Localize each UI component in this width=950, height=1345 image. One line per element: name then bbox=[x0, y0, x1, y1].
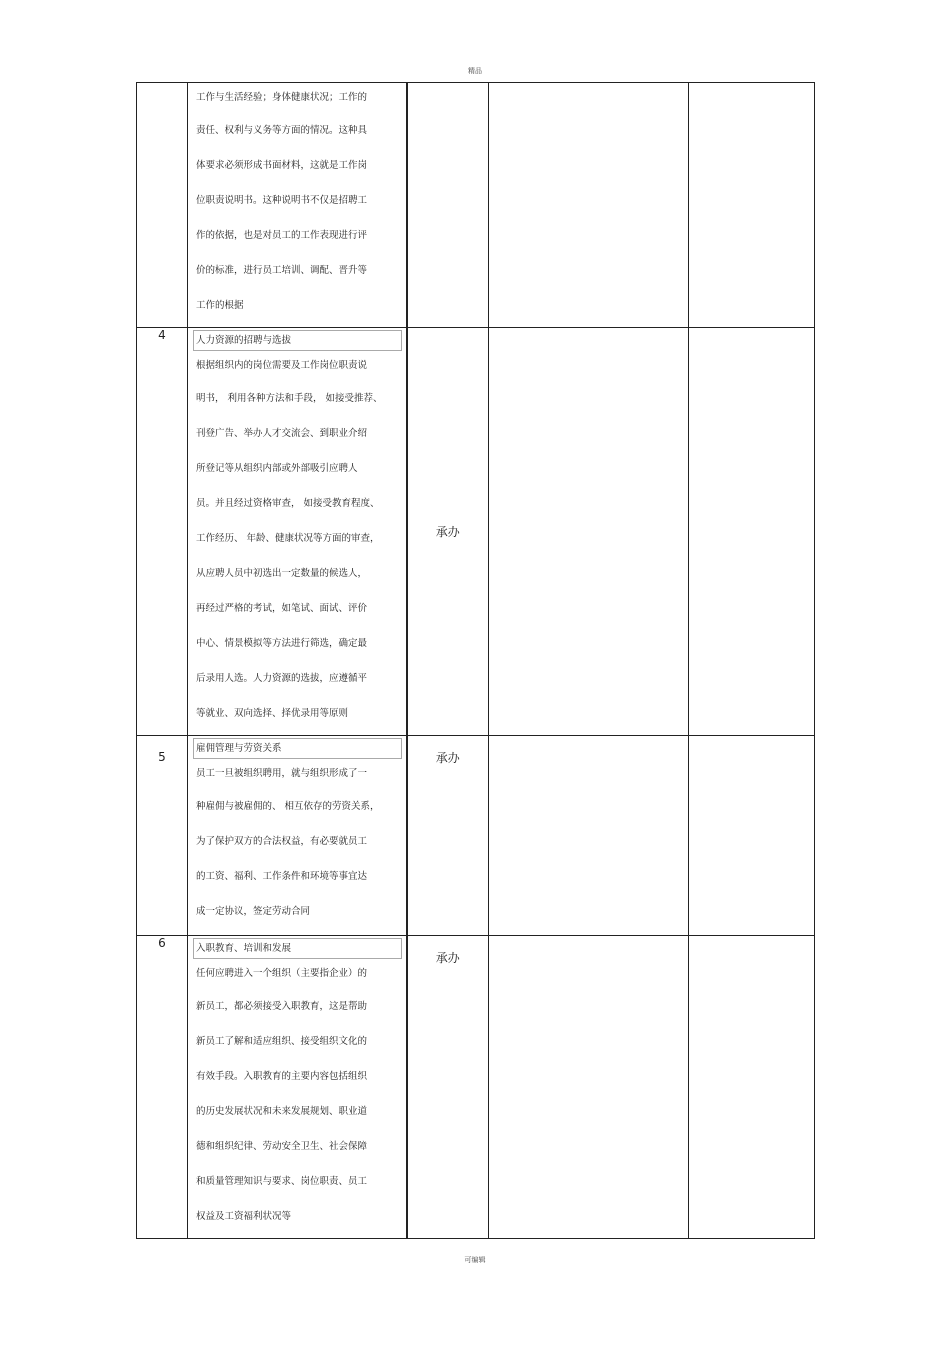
row-empty-cell bbox=[489, 936, 689, 1239]
row-number: 6 bbox=[137, 936, 188, 1239]
row-empty-cell bbox=[689, 328, 815, 736]
row-empty-cell bbox=[689, 83, 815, 328]
row-description bbox=[188, 936, 407, 1239]
desc-line: 新员工，都必须接受入职教育，这是帮助 bbox=[196, 1001, 368, 1012]
item-title: 人力资源的招聘与选拔 bbox=[193, 330, 402, 351]
desc-line: 工作的根据 bbox=[196, 300, 244, 311]
row-empty-cell bbox=[489, 83, 689, 328]
desc-line: 为了保护双方的合法权益，有必要就员工 bbox=[196, 836, 368, 847]
desc-line: 德和组织纪律、劳动安全卫生、社会保障 bbox=[196, 1141, 368, 1152]
page-header: 精品 bbox=[468, 67, 482, 75]
desc-line: 刊登广告、举办人才交流会、到职业介绍 bbox=[196, 428, 368, 439]
row-role: 承办 bbox=[407, 328, 489, 736]
desc-line: 成一定协议，签定劳动合同 bbox=[196, 906, 311, 917]
desc-line: 位职责说明书。这种说明书不仅是招聘工 bbox=[196, 195, 368, 206]
desc-line: 从应聘人员中初选出一定数量的候选人， bbox=[196, 568, 368, 579]
row-empty-cell bbox=[689, 736, 815, 936]
desc-line: 任何应聘进入一个组织（主要指企业）的 bbox=[196, 968, 368, 979]
desc-line: 的历史发展状况和未来发展规划、职业道 bbox=[196, 1106, 368, 1117]
desc-line: 再经过严格的考试，如笔试、面试、评价 bbox=[196, 603, 368, 614]
desc-line: 新员工了解和适应组织、接受组织文化的 bbox=[196, 1036, 368, 1047]
row-empty-cell bbox=[689, 936, 815, 1239]
row-number: 5 bbox=[137, 736, 188, 936]
row-number: 4 bbox=[137, 328, 188, 736]
desc-line: 员工一旦被组织聘用，就与组织形成了一 bbox=[196, 768, 368, 779]
row-role: 承办 bbox=[407, 736, 489, 936]
desc-line: 种雇佣与被雇佣的、 相互依存的劳资关系， bbox=[196, 801, 380, 812]
row-empty-cell bbox=[489, 328, 689, 736]
row-number bbox=[137, 83, 188, 328]
desc-line: 作的依据，也是对员工的工作表现进行评 bbox=[196, 230, 368, 241]
desc-line: 工作经历、 年龄、健康状况等方面的审查， bbox=[196, 533, 380, 544]
desc-line: 所登记等从组织内部或外部吸引应聘人 bbox=[196, 463, 358, 474]
desc-line: 员。并且经过资格审查， 如接受教育程度、 bbox=[196, 498, 380, 509]
table-row bbox=[137, 83, 815, 328]
desc-line: 有效手段。入职教育的主要内容包括组织 bbox=[196, 1071, 368, 1082]
table-row bbox=[137, 328, 815, 736]
desc-line: 后录用人选。人力资源的选拔，应遵循平 bbox=[196, 673, 368, 684]
item-title: 雇佣管理与劳资关系 bbox=[193, 738, 402, 759]
table-row bbox=[137, 736, 815, 936]
row-role: 承办 bbox=[407, 936, 489, 1239]
desc-line: 的工资、福利、工作条件和环境等事宜达 bbox=[196, 871, 368, 882]
desc-line: 责任、权利与义务等方面的情况。这种具 bbox=[196, 125, 368, 136]
desc-line: 等就业、双向选择、择优录用等原则 bbox=[196, 708, 349, 719]
desc-line: 权益及工资福利状况等 bbox=[196, 1211, 292, 1222]
page-footer: 可编辑 bbox=[464, 1256, 486, 1264]
desc-line: 和质量管理知识与要求、岗位职责、员工 bbox=[196, 1176, 368, 1187]
desc-line: 价的标准，进行员工培训、调配、晋升等 bbox=[196, 265, 368, 276]
desc-line: 根据组织内的岗位需要及工作岗位职责说 bbox=[196, 360, 368, 371]
desc-line: 工作与生活经验；身体健康状况；工作的 bbox=[196, 92, 368, 103]
desc-line: 明书， 利用各种方法和手段， 如接受推荐、 bbox=[196, 393, 383, 404]
desc-line: 中心、情景模拟等方法进行筛选，确定最 bbox=[196, 638, 368, 649]
item-title: 入职教育、培训和发展 bbox=[193, 938, 402, 959]
row-empty-cell bbox=[489, 736, 689, 936]
content-table bbox=[136, 82, 815, 1239]
table-row bbox=[137, 936, 815, 1239]
row-role bbox=[407, 83, 489, 328]
desc-line: 体要求必须形成书面材料，这就是工作岗 bbox=[196, 160, 368, 171]
row-description bbox=[188, 736, 407, 936]
row-description bbox=[188, 328, 407, 736]
row-description bbox=[188, 83, 407, 328]
